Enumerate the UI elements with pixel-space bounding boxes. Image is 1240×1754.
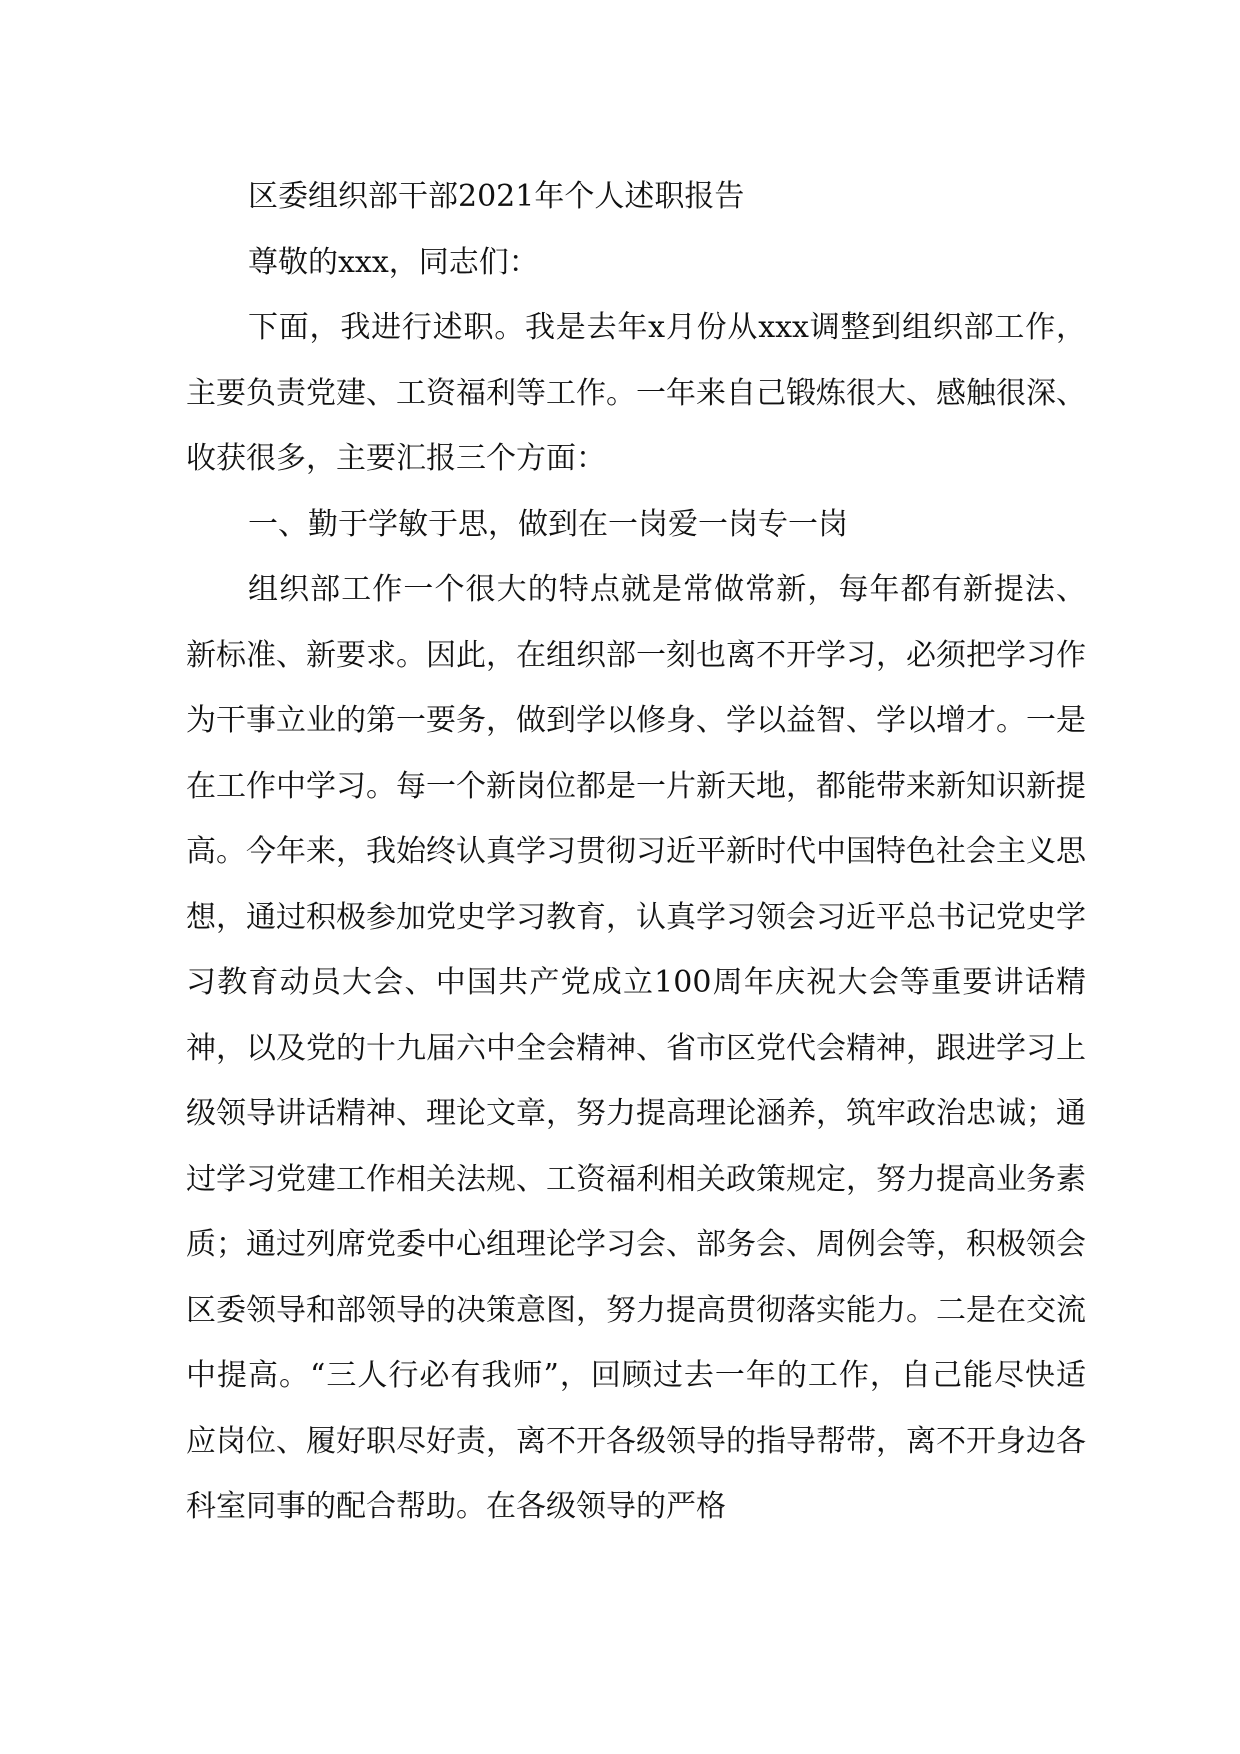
- paragraph-section-1: 组织部工作一个很大的特点就是常做常新，每年都有新提法、新标准、新要求。因此，在组织部一刻也离不开学习，必须把学习作为干事立业的第一要务，做到学以修身、学以益智、学以增才。一是在工作中学习。每一个新岗位都是一片新天地，都能带来新知识新提高。今年来，我始终认真学习贯彻习近平新时代中国特色社会主义思想，通过积极参加党史学习教育，认真学习领会习近平总书记党史学习教育动员大会、中国共产党成立100周年庆祝大会等重要讲话精神，以及党的十九届六中全会精神、省市区党代会精神，跟进学习上级领导讲话精神、理论文章，努力提高理论涵养，筑牢政治忠诚；通过学习党建工作相关法规、工资福利相关政策规定，努力提高业务素质；通过列席党委中心组理论学习会、部务会、周例会等，积极领会区委领导和部领导的决策意图，努力提高贯彻落实能力。二是在交流中提高。“三人行必有我师”，回顾过去一年的工作，自己能尽快适应岗位、履好职尽好责，离不开各级领导的指导帮带，离不开身边各科室同事的配合帮助。在各级领导的严格: [186, 572, 1086, 1524]
- salutation: 尊敬的xxx，同志们：: [248, 244, 539, 280]
- document-body: [186, 164, 1086, 1540]
- document-title: 区委组织部干部2021年个人述职报告: [248, 179, 745, 214]
- section-heading-1: 一、勤于学敏于思，做到在一岗爱一岗专一岗: [248, 506, 848, 542]
- paragraph-intro: 下面，我进行述职。我是去年x月份从xxx调整到组织部工作，主要负责党建、工资福利等工作。一年来自己锻炼很大、感触很深、收获很多，主要汇报三个方面：: [186, 310, 1086, 476]
